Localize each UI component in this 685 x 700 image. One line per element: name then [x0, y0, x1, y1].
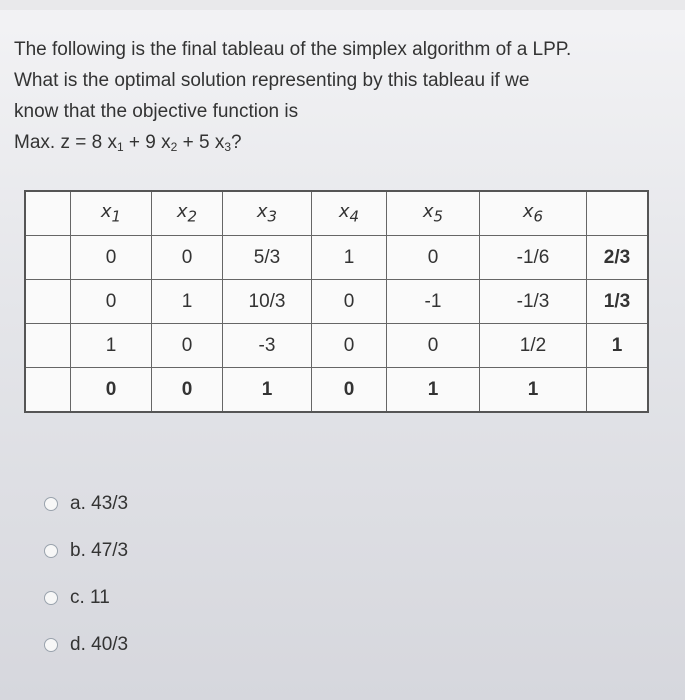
- subscript-2: 2: [170, 140, 178, 154]
- table-row: [25, 236, 648, 280]
- rhs-cell: 1: [587, 324, 649, 368]
- table-cell: 10/3: [223, 280, 312, 324]
- row-label-cell: [25, 324, 71, 368]
- question-line-1: The following is the final tableau of the simplex algorithm of a LPP.: [14, 39, 572, 60]
- question-mark: ?: [231, 132, 242, 153]
- table-cell: 0: [312, 368, 387, 413]
- header-x3: $x_3$: [223, 191, 312, 236]
- table-cell: 0: [312, 280, 387, 324]
- objective-row: [25, 368, 648, 413]
- table-cell: 0: [152, 324, 223, 368]
- table-cell: -1/3: [480, 280, 587, 324]
- objective-term-3: + 5 x: [177, 132, 225, 153]
- subscript-1: 1: [116, 140, 124, 154]
- header-x2: $x_2$: [152, 191, 223, 236]
- option-label: a. 43/3: [70, 492, 129, 514]
- table-cell: 0: [152, 236, 223, 280]
- radio-button-icon[interactable]: [44, 497, 58, 511]
- table-cell: 1: [480, 368, 587, 413]
- table-cell: 0: [387, 324, 480, 368]
- header-x5: $x_5$: [387, 191, 480, 236]
- question-line-3: know that the objective function is: [14, 101, 299, 122]
- table-cell: 0: [312, 324, 387, 368]
- rhs-cell: 2/3: [587, 236, 649, 280]
- objective-term-2: + 9 x: [123, 132, 171, 153]
- option-a[interactable]: [44, 480, 128, 527]
- radio-button-icon[interactable]: [44, 544, 58, 558]
- objective-function: [14, 127, 664, 158]
- option-label: c. 11: [70, 586, 110, 608]
- header-x1: $x_1$: [71, 191, 152, 236]
- option-label: d. 40/3: [70, 633, 129, 655]
- rhs-cell: 1/3: [587, 280, 649, 324]
- header-x4: $x_4$: [312, 191, 387, 236]
- header-x6: $x_6$: [480, 191, 587, 236]
- answer-options: [44, 480, 128, 668]
- option-c[interactable]: [44, 574, 128, 621]
- simplex-tableau: [24, 190, 649, 413]
- table-cell: -1/6: [480, 236, 587, 280]
- table-cell: 5/3: [223, 236, 312, 280]
- table-row: [25, 280, 648, 324]
- option-b[interactable]: [44, 527, 128, 574]
- table-cell: -3: [223, 324, 312, 368]
- table-cell: 1: [152, 280, 223, 324]
- objective-prefix: Max. z = 8 x: [14, 132, 117, 153]
- option-label: b. 47/3: [70, 539, 129, 561]
- table-cell: 0: [71, 368, 152, 413]
- tableau-header-row: [25, 191, 648, 236]
- header-rhs: [587, 191, 649, 236]
- table-cell: 1: [312, 236, 387, 280]
- table-cell: 0: [71, 236, 152, 280]
- subscript-3: 3: [224, 140, 232, 154]
- rhs-cell: [587, 368, 649, 413]
- table-cell: 1: [71, 324, 152, 368]
- row-label-cell: [25, 368, 71, 413]
- question-text: [14, 34, 664, 158]
- table-cell: 1/2: [480, 324, 587, 368]
- row-label-cell: [25, 280, 71, 324]
- radio-button-icon[interactable]: [44, 591, 58, 605]
- tableau-corner-cell: [25, 191, 71, 236]
- radio-button-icon[interactable]: [44, 638, 58, 652]
- option-d[interactable]: [44, 621, 128, 668]
- question-line-2: What is the optimal solution representing by this tableau if we: [14, 70, 530, 91]
- row-label-cell: [25, 236, 71, 280]
- table-cell: 1: [387, 368, 480, 413]
- table-cell: 0: [71, 280, 152, 324]
- table-cell: 0: [152, 368, 223, 413]
- table-row: [25, 324, 648, 368]
- table-cell: -1: [387, 280, 480, 324]
- top-border: [0, 0, 685, 10]
- table-cell: 1: [223, 368, 312, 413]
- table-cell: 0: [387, 236, 480, 280]
